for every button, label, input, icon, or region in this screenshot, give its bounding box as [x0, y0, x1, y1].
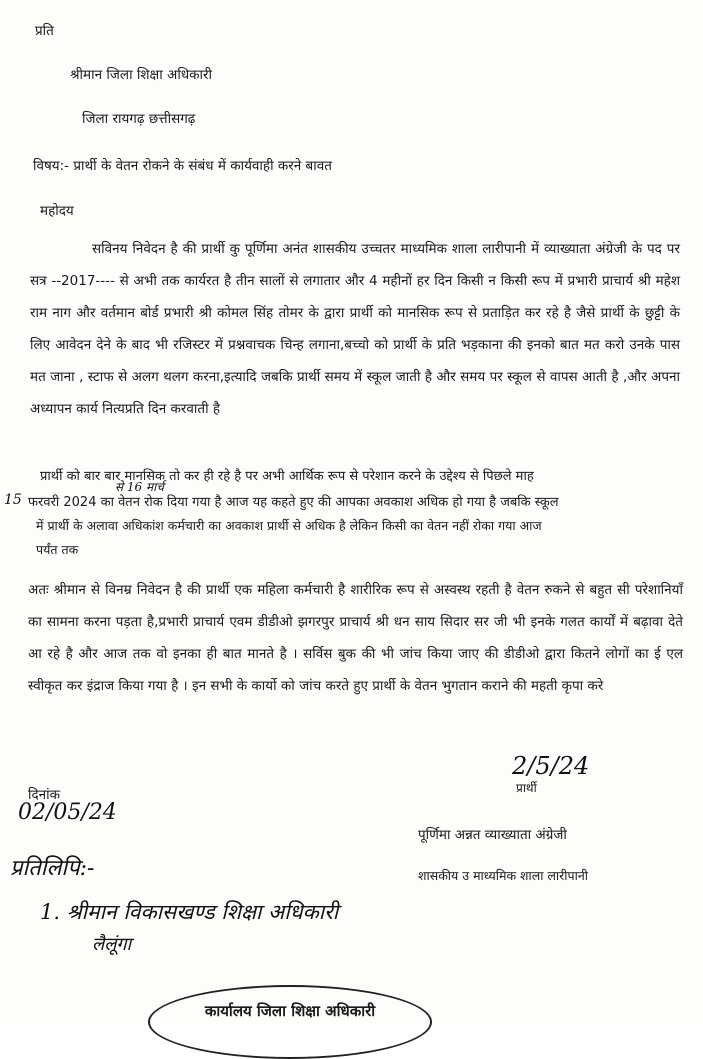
copy-label-handwritten: प्रतिलिपि:- [10, 856, 95, 881]
copy-item-handwritten: 1. श्रीमान विकासखण्ड शिक्षा अधिकारी [40, 900, 339, 924]
paragraph-2-line-2: फरवरी 2024 का वेतन रोक दिया गया है आज यह कहते हुए की आपका अवकाश अधिक हो गया है जबकि स्कूल [28, 495, 559, 510]
address-line: जिला रायगढ़ छत्तीसगढ़ [82, 111, 196, 127]
letter-to: प्रति [35, 23, 54, 39]
paragraph-1: सविनय निवेदन है की प्रार्थी कु पूर्णिमा अनंत शासकीय उच्चतर माध्यमिक शाला लारीपानी में व्याख्याता अंग्रेजी के पद पर सत्र --2017---- से अभी तक कार्यरत है तीन सालों से लगातार और 4 महीनों हर दिन किसी न किसी रूप में प्रभारी प्राचार्य श्री महेश राम नाग और वर्तमान बोर्ड प्रभारी श्री कोमल सिंह तोमर के द्वारा प्रार्थी को मानसिक रूप से प्रताड़ित कर रहे है जैसे प्रार्थी के छुट्टी के लिए आवेदन देने के बाद भी रजिस्टर में प्रश्नवाचक चिन्ह लगाना,बच्चो को प्रार्थी के प्रति भड़काना की इनको बात मत करो उनके पास मत जाना , स्टाफ से अलग थलग करना,इत्यादि जबकि प्रार्थी समय में स्कूल जाती है और समय पर स्कूल से वापस आती है ,और अपना अध्यापन कार्य नित्यप्रति दिन करवाती है [30, 241, 680, 417]
applicant-label: प्रार्थी [516, 781, 537, 795]
office-seal-stamp [148, 985, 432, 1059]
subject-line: विषय:- प्रार्थी के वेतन रोकने के संबंध में कार्यवाही करने बावत [33, 158, 332, 174]
copy-place-handwritten: लैलूंगा [92, 934, 132, 955]
paragraph-2-line-4: पर्यंत तक [36, 542, 79, 557]
paragraph-2-line-3: में प्रार्थी के अलावा अधिकांश कर्मचारी का अवकाश प्रार्थी से अधिक है लेकिन किसी का वेतन नहीं रोका गया आज [36, 518, 542, 533]
salutation: महोदय [40, 203, 74, 219]
date-label: दिनांक [28, 787, 61, 803]
signature-date-handwritten: 2/5/24 [512, 752, 590, 780]
paragraph-2-line-1: प्रार्थी को बार बार मानसिक तो कर ही रहे है पर अभी आर्थिक रूप से परेशान करने के उद्देश्य से पिछले माह [40, 469, 534, 484]
sender-school: शासकीय उ माध्यमिक शाला लारीपानी [418, 868, 589, 883]
seal-text: कार्यालय जिला शिक्षा अधिकारी [204, 1002, 376, 1020]
margin-handwritten-15: 15 [4, 492, 22, 508]
recipient-line: श्रीमान जिला शिक्षा अधिकारी [70, 67, 213, 83]
date-handwritten: 02/05/24 [18, 800, 117, 825]
margin-handwritten-note: से 16 मार्च [115, 480, 164, 494]
paragraph-3: अतः श्रीमान से विनम्र निवेदन है की प्रार्थी एक महिला कर्मचारी है शारीरिक रूप से अस्वस्थ रहती है वेतन रुकने से बहुत सी परेशानियाँ का सामना करना पड़ता है,प्रभारी प्राचार्य एवम डीडीओ झगरपुर प्राचार्य श्री धन साय सिदार सर जी भी इनके गलत कार्यों में बढ़ावा देते आ रहे है और आज तक वो इनका ही बात मानते है । सर्विस बुक की भी जांच किया जाए की डीडीओ द्वारा कितने लोगों का ई एल स्वीकृत कर इंद्राज किया गया है । इन सभी के कार्यो को जांच करते हुए प्रार्थी के वेतन भुगतान कराने की महती कृपा करे [28, 582, 683, 694]
sender-name: पूर्णिमा अन्नत व्याख्याता अंग्रेजी [418, 827, 567, 843]
